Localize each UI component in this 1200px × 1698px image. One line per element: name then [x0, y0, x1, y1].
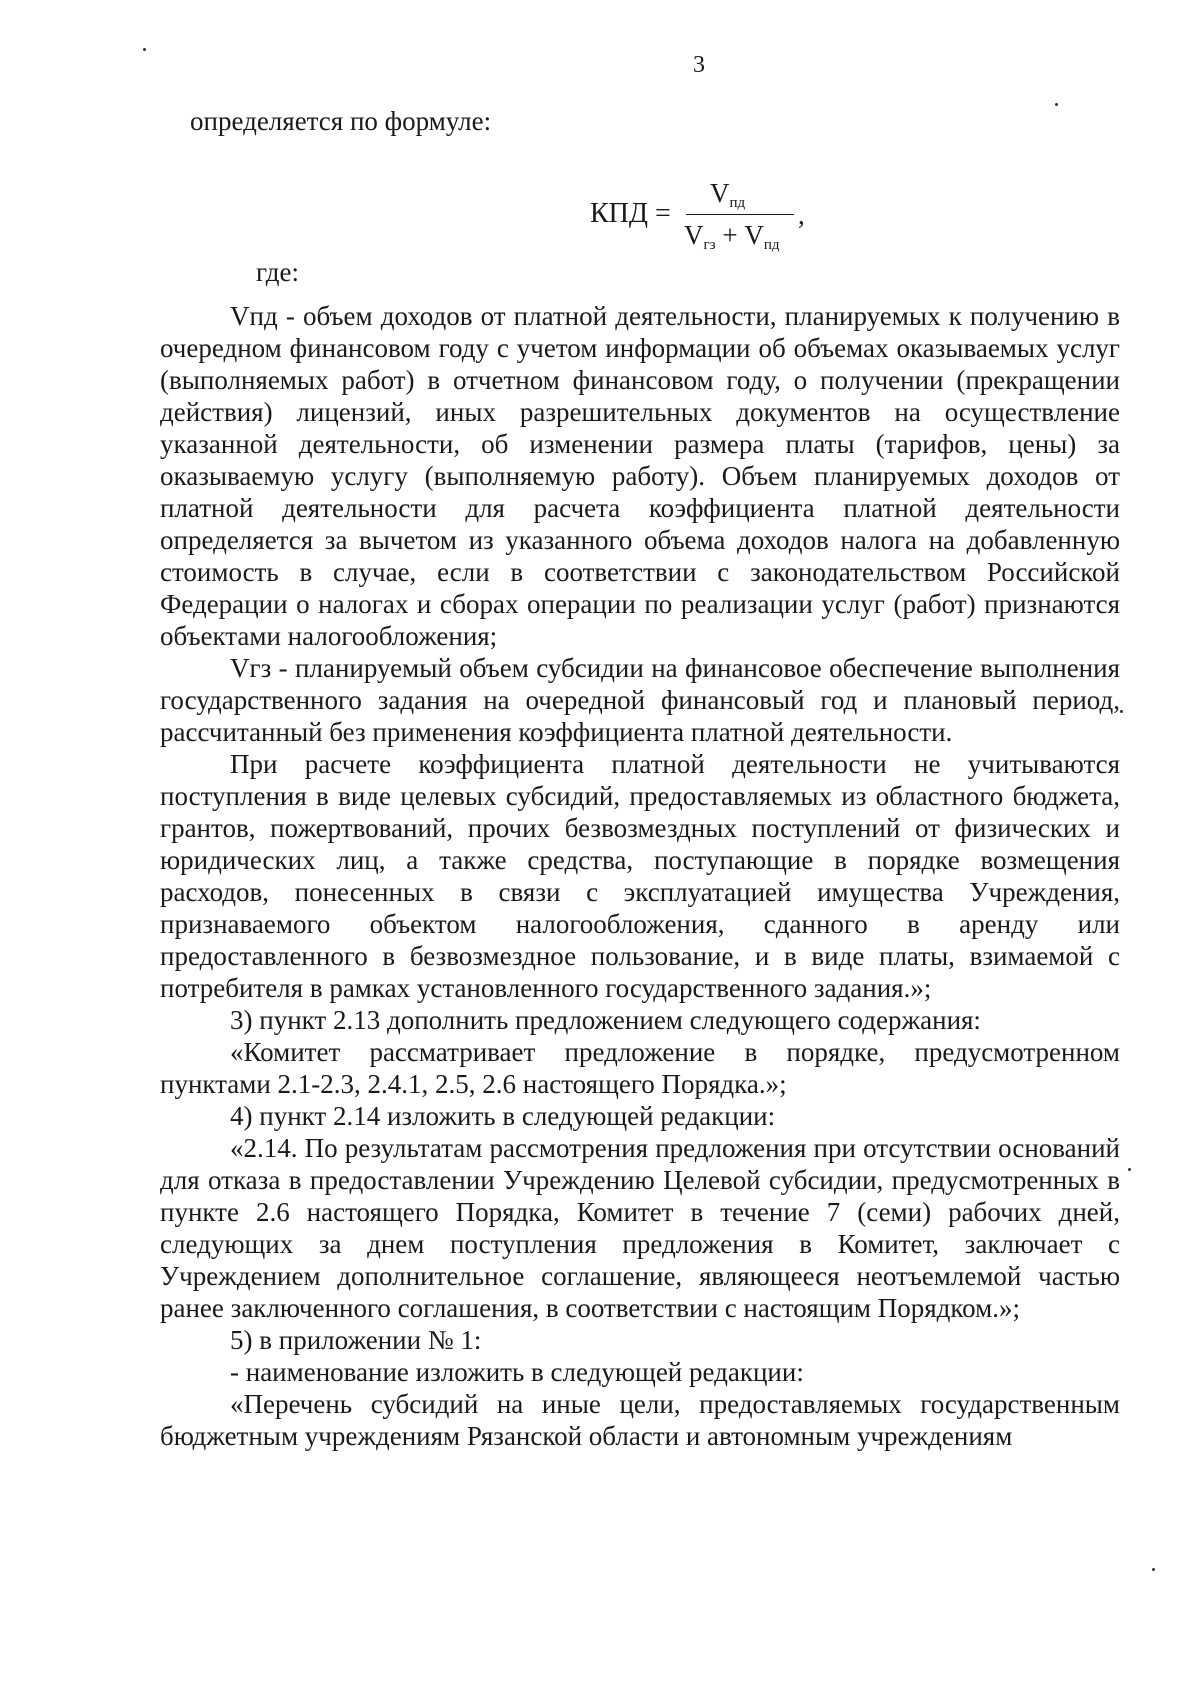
scan-speck	[1120, 710, 1123, 713]
paragraph-item-5-title: - наименование изложить в следующей редакции:	[230, 1357, 804, 1387]
paragraph-item-5: 5) в приложении № 1:	[230, 1325, 482, 1355]
fraction-bar	[686, 214, 794, 215]
kpd-formula	[590, 178, 830, 258]
paragraph-item-4-text: «2.14. По результатам рассмотрения предложения при отсутствии оснований для отказа в предоставлении Учреждению Целевой субсидии, предусмотренных в пункте 2.6 настоящего Порядка, Комитет в течение 7 (семи) рабочих дней, следующих за днем поступления предложения в Комитет, заключает с Учреждением дополнительное соглашение, являющееся неотъемлемой частью ранее заключенного соглашения, в соответствии с настоящим Порядком.»;	[160, 1133, 1120, 1323]
page-number: 3	[693, 52, 705, 78]
paragraph-item-5-text: «Перечень субсидий на иные цели, предоставляемых государственным бюджетным учреждениям Рязанской области и автономным учреждениям	[160, 1389, 1120, 1451]
paragraph-item-3: 3) пункт 2.13 дополнить предложением следующего содержания:	[230, 1005, 981, 1035]
formula-denominator: Vгз + Vпд	[684, 220, 780, 253]
formula-comma: ,	[798, 200, 805, 230]
document-body	[160, 300, 1120, 1452]
paragraph-vpd: Vпд - объем доходов от платной деятельности, планируемых к получению в очередном финансовом году с учетом информации об объемах оказываемых услуг (выполняемых работ) в отчетном финансовом году, о получении (прекращении действия) лицензий, иных разрешительных документов на осуществление указанной деятельности, об изменении размера платы (тарифов, цены) за оказываемую услугу (выполняемую работу). Объем планируемых доходов от платной деятельности для расчета коэффициента платной деятельности определяется за вычетом из указанного объема доходов налога на добавленную стоимость в случае, если в соответствии с законодательством Российской Федерации о налогах и сборах операции по реализации услуг (работ) признаются объектами налогообложения;	[160, 301, 1120, 651]
paragraph-item-3-text: «Комитет рассматривает предложение в порядке, предусмотренном пунктами 2.1-2.3, 2.4.1, 2.5, 2.6 настоящего Порядка.»;	[160, 1037, 1120, 1099]
scan-speck	[143, 48, 146, 51]
scan-speck	[1055, 103, 1058, 106]
formula-intro: определяется по формуле:	[190, 106, 492, 136]
where-label: где:	[256, 257, 299, 287]
formula-lhs: КПД =	[590, 198, 671, 229]
paragraph-calculation-note: При расчете коэффициента платной деятельности не учитываются поступления в виде целевых субсидий, предоставляемых из областного бюджета, грантов, пожертвований, прочих безвозмездных поступлений от физических и юридических лиц, а также средства, поступающие в порядке возмещения расходов, понесенных в связи с эксплуатацией имущества Учреждения, признаваемого объектом налогообложения, сданного в аренду или предоставленного в безвозмездное пользование, и в виде платы, взимаемой с потребителя в рамках установленного государственного задания.»;	[160, 749, 1120, 1003]
scan-speck	[1128, 1168, 1131, 1171]
paragraph-item-4: 4) пункт 2.14 изложить в следующей редакции:	[230, 1101, 776, 1131]
paragraph-vgz: Vгз - планируемый объем субсидии на финансовое обеспечение выполнения государственного задания на очередной финансовый год и плановый период, рассчитанный без применения коэффициента платной деятельности.	[160, 653, 1120, 747]
scan-speck	[1152, 1568, 1155, 1571]
formula-numerator: Vпд	[710, 178, 746, 211]
